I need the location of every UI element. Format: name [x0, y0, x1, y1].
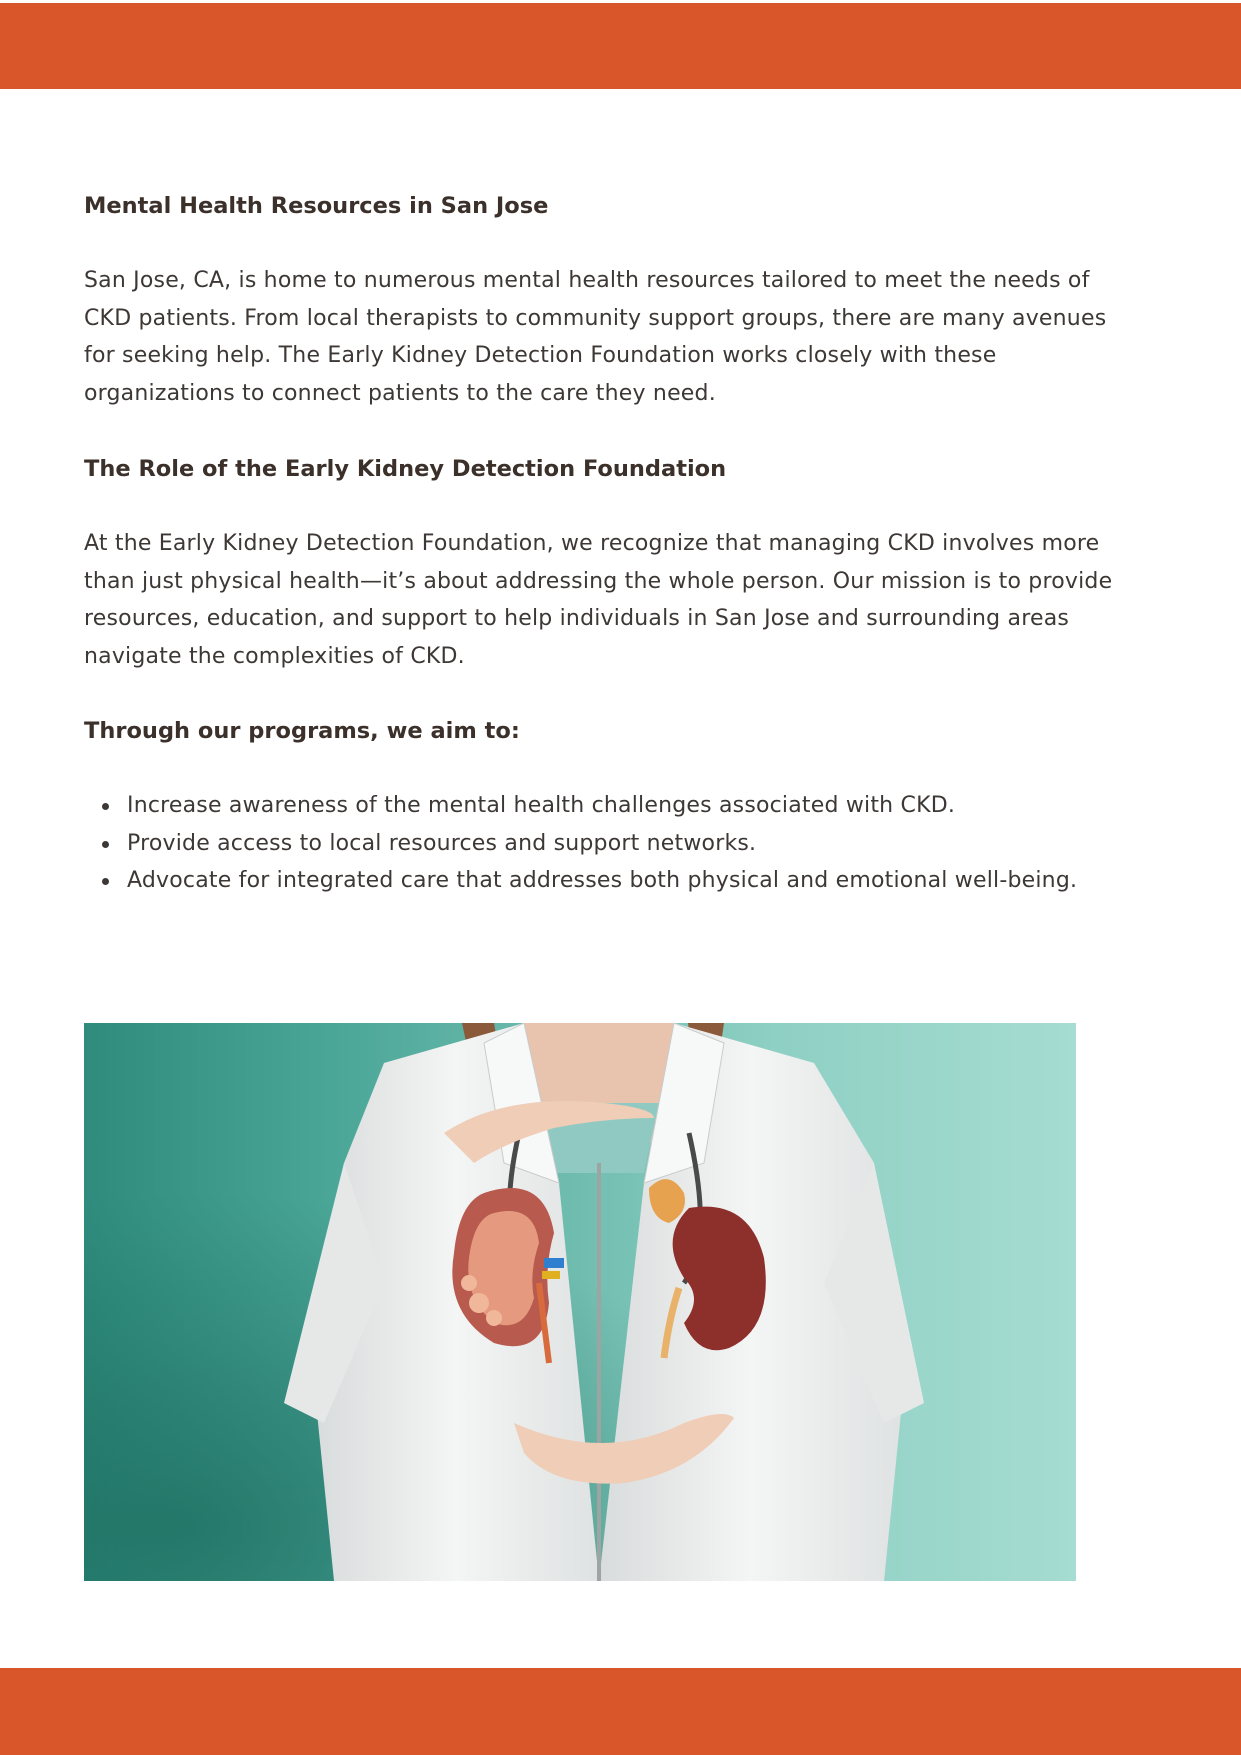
list-item: [84, 787, 1077, 825]
bullet-icon: [102, 878, 109, 885]
header-band: [0, 3, 1241, 89]
section-heading-resources: Mental Health Resources in San Jose: [84, 193, 549, 219]
list-item-text: Advocate for integrated care that addresses both physical and emotional well-being.: [127, 868, 1078, 893]
list-item: [84, 862, 1077, 900]
bullet-icon: [102, 841, 109, 848]
section-body-resources: San Jose, CA, is home to numerous mental health resources tailored to meet the needs of CKD patients. From local therapists to community support groups, there are many avenues for seeking help. The Early Kidney Detection Foundation works closely with these organizations to connect patients to the care they need.: [84, 268, 1107, 406]
footer-band: [0, 1668, 1241, 1755]
list-item-text: Increase awareness of the mental health challenges associated with CKD.: [127, 793, 956, 818]
section-heading-role: The Role of the Early Kidney Detection Foundation: [84, 456, 727, 482]
section-body-role: At the Early Kidney Detection Foundation, we recognize that managing CKD involves more than just physical health—it’s about addressing the whole person. Our mission is to provide resources, education, and support to help individuals in San Jose and surrounding areas navigate the complexities of CKD.: [84, 531, 1113, 669]
section-heading-programs: Through our programs, we aim to:: [84, 718, 520, 744]
list-item: [84, 825, 1077, 863]
program-goals-list: [84, 787, 1077, 900]
doctor-holding-kidneys-photo: [84, 1023, 1076, 1581]
bullet-icon: [102, 803, 109, 810]
list-item-text: Provide access to local resources and support networks.: [127, 830, 757, 856]
